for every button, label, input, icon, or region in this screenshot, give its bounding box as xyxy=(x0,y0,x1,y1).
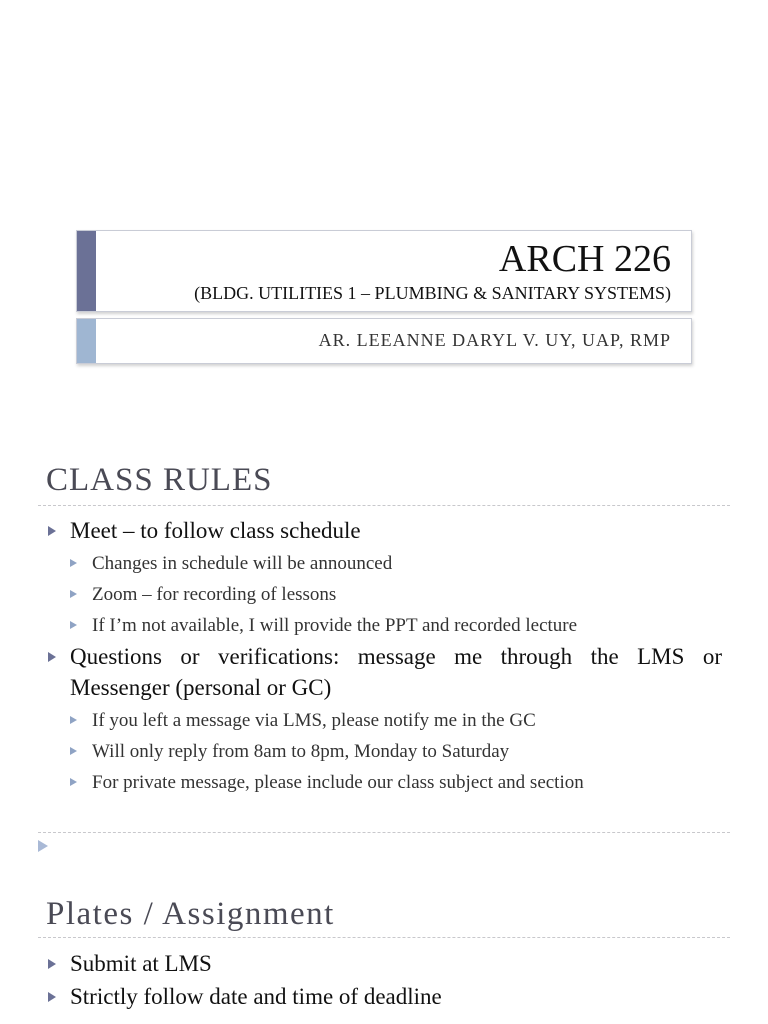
plates-list xyxy=(48,948,722,1014)
bullet-icon xyxy=(48,959,56,969)
author-box xyxy=(76,318,692,364)
sub-list-item: If I’m not available, I will provide the PPT and recorded lecture xyxy=(48,610,722,641)
bullet-icon xyxy=(70,621,77,629)
plates-heading: Plates / Assignment xyxy=(46,896,335,932)
bullet-icon xyxy=(70,778,77,786)
heading-divider xyxy=(38,505,730,506)
bullet-icon xyxy=(48,526,56,536)
slide-divider xyxy=(38,832,730,833)
author-name: AR. LEEANNE DARYL V. UY, UAP, RMP xyxy=(318,330,671,350)
bullet-icon xyxy=(70,716,77,724)
course-title: ARCH 226 xyxy=(498,238,671,280)
class-rules-list xyxy=(48,515,722,798)
slide-arrow-icon xyxy=(38,840,48,852)
sub-list-item: Changes in schedule will be announced xyxy=(48,548,722,579)
heading-divider xyxy=(38,937,730,938)
bullet-icon xyxy=(48,652,56,662)
class-rules-heading: CLASS RULES xyxy=(46,462,273,498)
sub-list-item: For private message, please include our class subject and section xyxy=(48,767,722,798)
title-box xyxy=(76,230,692,312)
list-item: Strictly follow date and time of deadline xyxy=(48,981,722,1012)
sub-list-item: Zoom – for recording of lessons xyxy=(48,579,722,610)
bullet-icon xyxy=(70,559,77,567)
list-item: Questions or verifications: message me through the LMS or Messenger (personal or GC) xyxy=(48,641,722,703)
bullet-icon xyxy=(70,747,77,755)
bullet-icon xyxy=(70,590,77,598)
sub-list-item: If you left a message via LMS, please notify me in the GC xyxy=(48,705,722,736)
bullet-icon xyxy=(48,992,56,1002)
course-subtitle: (BLDG. UTILITIES 1 – PLUMBING & SANITARY SYSTEMS) xyxy=(194,283,671,303)
list-item: Meet – to follow class schedule xyxy=(48,515,722,546)
sub-list-item: Will only reply from 8am to 8pm, Monday to Saturday xyxy=(48,736,722,767)
title-accent-bar xyxy=(77,231,96,311)
list-item: Submit at LMS xyxy=(48,948,722,979)
author-accent-bar xyxy=(77,319,96,363)
